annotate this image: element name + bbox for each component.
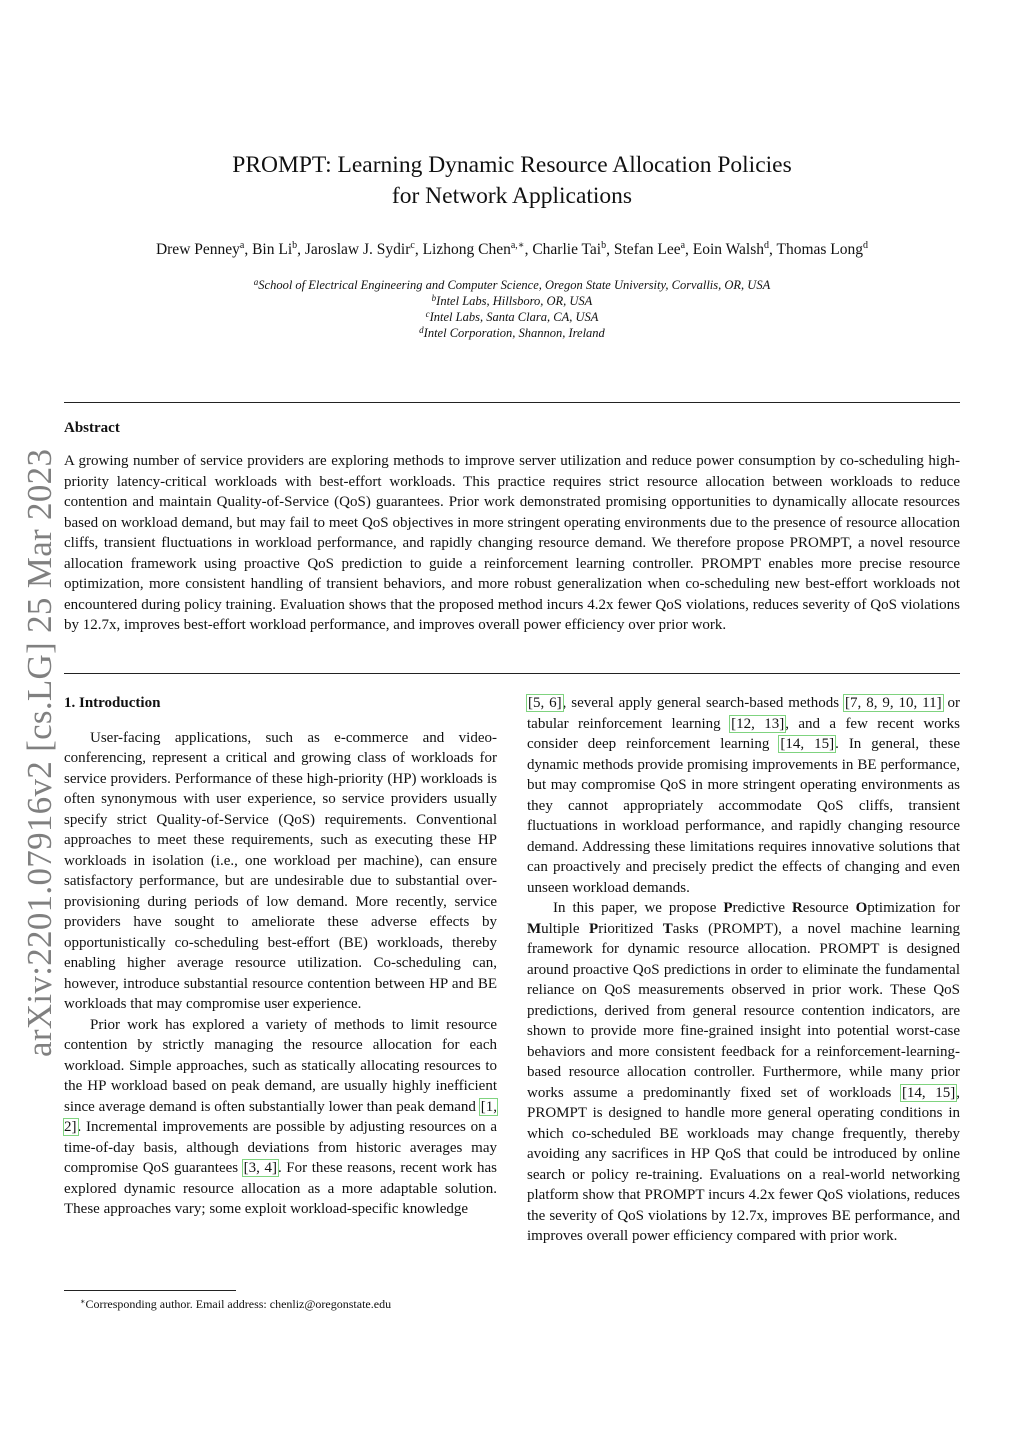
intro-paragraph-2-continued: [5, 6], several apply general search-based methods [7, 8, 9, 10, 11] or tabular reinforcement learning [12, 13], and a few recent works consider deep reinforcement learning [14, 15]. In general, these dynamic methods provide promising improvements in BE performance, but may compromise QoS in more stringent operating environments as they cannot appropriately accommodate QoS cliffs, transient fluctuations in workload performance, and rapidly changing resource demand. Addressing these limitations requires innovative solutions that can proactively and precisely predict the effects of changing and even unseen workload demands.: [527, 695, 961, 896]
author: Stefan Lee$^a$: [613, 240, 686, 258]
citation-link[interactable]: [5, 6]: [528, 695, 562, 711]
affiliation: $^b$Intel Labs, Hillsboro, OR, USA: [431, 293, 593, 308]
arxiv-identifier-stamp: arXiv:2201.07916v2 [cs.LG] 25 Mar 2023: [20, 448, 59, 1057]
author: Bin Li$^b$: [252, 240, 298, 258]
citation-link[interactable]: [14, 15]: [780, 736, 835, 752]
affiliation: $^d$Intel Corporation, Shannon, Ireland: [419, 325, 605, 340]
intro-paragraph-2: Prior work has explored a variety of methods to limit resource contention by strictly managing the resource allocation for each workload. Simple approaches, such as statically allocating resources to the HP workload based on peak demand, are usually highly inefficient since average demand is often substantially lower than peak demand [1, 2]. Incremental improvements are possible by adjusting resources on a time-of-day basis, although deviations from historic averages may compromise QoS guarantees [3, 4]. For these reasons, recent work has explored dynamic resource allocation as a more adaptable solution. These approaches vary; some exploit workload-specific knowledge: [64, 1016, 497, 1217]
section-heading-introduction: 1. Introduction: [64, 695, 161, 711]
citation-link[interactable]: [12, 13]: [731, 715, 785, 732]
author-list: Drew Penney$^a$, Bin Li$^b$, Jaroslaw J. Sydir$^c$, Lizhong Chen$^{a,∗}$, Charlie Tai$^b$, Stefan Lee$^a$, Eoin Walsh$^d$, Thomas Long$^d$: [155, 240, 869, 258]
citation-link[interactable]: [3, 4]: [243, 1160, 277, 1176]
author: Drew Penney$^a$: [155, 240, 245, 258]
author: Lizhong Chen$^{a,∗}$: [422, 240, 525, 258]
abstract-bottom-rule: [64, 673, 960, 674]
intro-paragraph-3: In this paper, we propose Predictive Resource Optimization for Multiple Prioritized Tasks (PROMPT), a novel machine learning framework for dynamic resource allocation. PROMPT is designed around proactive QoS predictions in order to eliminate the fundamental reliance on QoS measurements observed in prior work. These QoS predictions, derived from general resource contention indicators, are shown to provide more fine-grained insight into potential worst-case behaviors and more consistent feedback for a reinforcement-learning-based resource allocation controller. Furthermore, while many prior works assume a predominantly fixed set of workloads [14, 15], PROMPT is designed to handle more general operating conditions in which co-scheduled BE workloads may change frequently, thereby avoiding any sacrifices in HP QoS that could be introduced by online search or policy re-training. Evaluations on a real-world networking platform show that PROMPT incurs 4.2x fewer QoS violations, reduces the severity of QoS violations by 12.7x, improves BE performance, and improves overall power efficiency compared with prior work.: [527, 900, 961, 1244]
left-column: [64, 693, 497, 1220]
abstract-top-rule: [64, 402, 960, 403]
author: Thomas Long$^d$: [776, 240, 869, 258]
abstract-text: A growing number of service providers are exploring methods to improve server utilization and reduce power consumption by co-scheduling high-priority latency-critical workloads with best-effort workloads. This practice requires strict resource allocation between workloads to reduce contention and maintain Quality-of-Service (QoS) guarantees. Prior work demonstrated promising opportunities to dynamically allocate resources based on workload demand, but may fail to meet QoS objectives in more stringent operating environments due to the presence of resource allocation cliffs, transient fluctuations in workload performance, and rapidly changing resource demand. We therefore propose PROMPT, a novel resource allocation framework using proactive QoS prediction to guide a reinforcement learning controller. PROMPT enables more precise resource optimization, more consistent handling of transient behaviors, and more robust generalization when co-scheduling new best-effort workloads not encountered during policy training. Evaluation shows that the proposed method incurs 4.2x fewer QoS violations, reduces severity of QoS violations by 12.7x, improves best-effort workload performance, and improves overall power efficiency over prior work.: [64, 453, 960, 633]
footnote: ∗Corresponding author. Email address: chenliz@oregonstate.edu: [80, 1297, 392, 1311]
paper-title: [0, 150, 1024, 212]
author: Jaroslaw J. Sydir$^c$: [304, 240, 415, 258]
intro-paragraph-1: User-facing applications, such as e-commerce and video-conferencing, represent a critical and growing class of workloads for service providers. Performance of these high-priority (HP) workloads is often synonymous with user experience, so service providers usually specify strict Quality-of-Service (QoS) requirements. Conventional approaches to meet these requirements, such as executing these HP workloads in isolation (i.e., one workload per machine), can ensure satisfactory performance, but are undesirable due to substantial over-provisioning during periods of low demand. More recently, service providers have sought to ameliorate these adverse effects by opportunistically co-scheduling best-effort (BE) workloads, thereby enabling higher average resource utilization. Co-scheduling can, however, introduce substantial resource contention between HP and BE workloads that may compromise user experience.: [64, 729, 497, 1012]
right-column: [527, 693, 960, 1247]
citation-link[interactable]: [1, 2]: [64, 1098, 497, 1135]
author: Charlie Tai$^b$: [532, 240, 607, 258]
author: Eoin Walsh$^d$: [692, 240, 770, 258]
abstract-heading: Abstract: [64, 420, 120, 436]
citation-link[interactable]: [7, 8, 9, 10, 11]: [845, 695, 942, 711]
affiliation-list: [0, 277, 1024, 341]
citation-link[interactable]: [14, 15]: [901, 1084, 956, 1101]
affiliation: $^c$Intel Labs, Santa Clara, CA, USA: [425, 309, 599, 324]
title-line-1: PROMPT: Learning Dynamic Resource Allocation Policies: [232, 152, 792, 178]
footnote-rule: [64, 1290, 236, 1291]
title-line-2: for Network Applications: [391, 183, 633, 209]
affiliation: $^a$School of Electrical Engineering and Computer Science, Oregon State University, Corvallis, OR, USA: [253, 277, 771, 292]
